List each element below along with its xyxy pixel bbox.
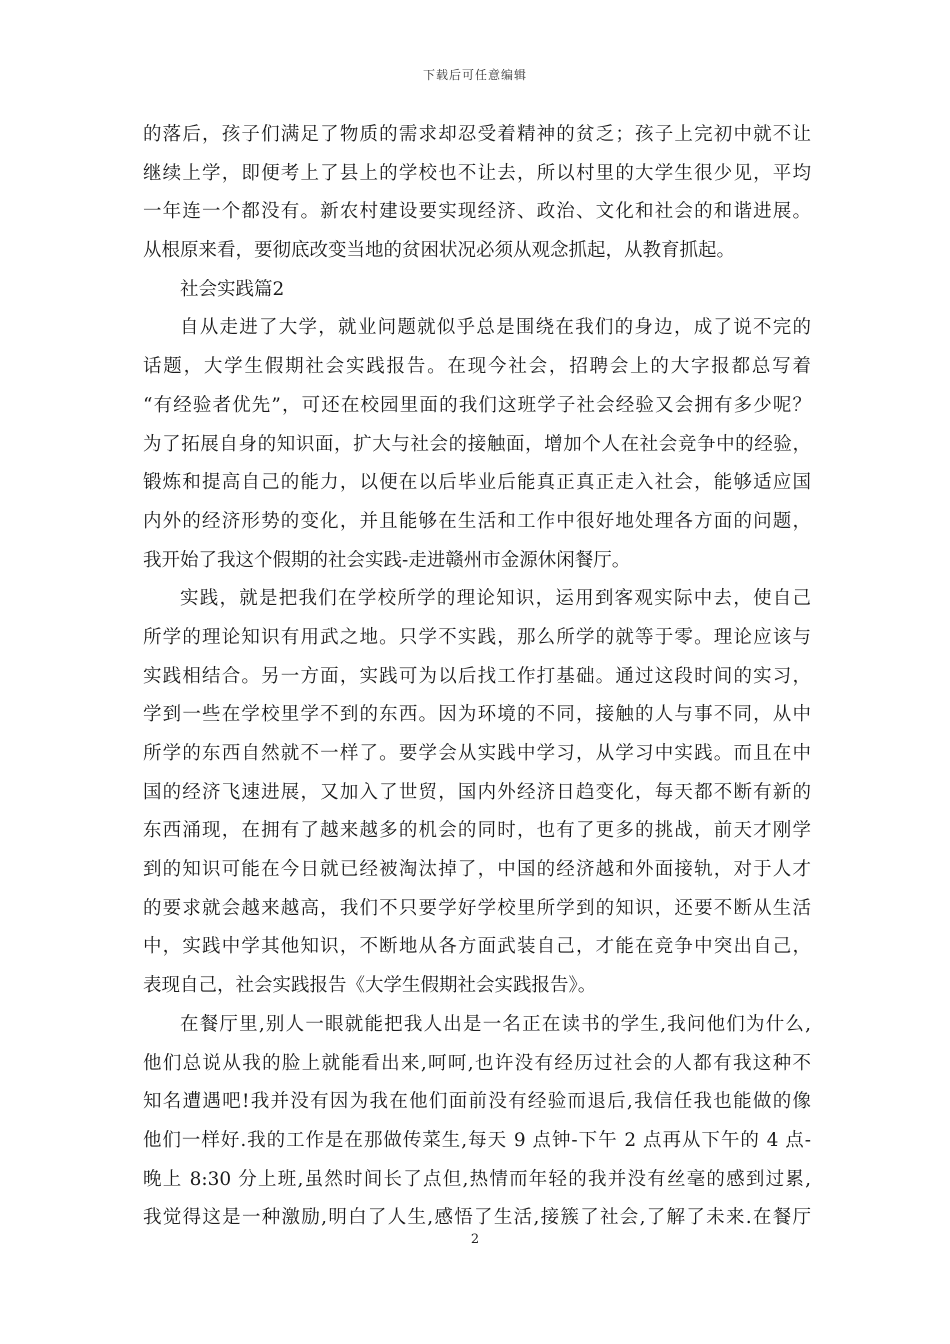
text-line: 我觉得这是一种激励,明白了人生,感悟了生活,接簇了社会,了解了未来.在餐厅 xyxy=(143,1207,811,1229)
text-line: 实践，就是把我们在学校所学的理论知识，运用到客观实际中去，使自己 xyxy=(180,588,811,610)
text-line: 为了拓展自身的知识面，扩大与社会的接触面，增加个人在社会竞争中的经验， xyxy=(143,433,811,455)
text-line: 一年连一个都没有。新农村建设要实现经济、政治、文化和社会的和谐进展。 xyxy=(143,201,811,223)
text-line: 我开始了我这个假期的社会实践-走进赣州市金源休闲餐厅。 xyxy=(143,549,631,571)
text-line: 学到一些在学校里学不到的东西。因为环境的不同，接触的人与事不同，从中 xyxy=(143,704,811,726)
text-line: 的要求就会越来越高，我们不只要学好学校里所学到的知识，还要不断从生活 xyxy=(143,897,811,919)
text-line: 所学的理论知识有用武之地。只学不实践，那么所学的就等于零。理论应该与 xyxy=(143,626,811,648)
text-line: 东西涌现，在拥有了越来越多的机会的同时，也有了更多的挑战，前天才刚学 xyxy=(143,820,811,842)
text-line: 他们一样好.我的工作是在那做传菜生,每天 9 点钟-下午 2 点再从下午的 4 点- xyxy=(143,1129,811,1151)
text-line: 晚上 8:30 分上班,虽然时间长了点但,热情而年轻的我并没有丝毫的感到过累, xyxy=(143,1168,811,1190)
text-line: 锻炼和提高自己的能力，以便在以后毕业后能真正真正走入社会，能够适应国 xyxy=(143,472,811,494)
text-line: 所学的东西自然就不一样了。要学会从实践中学习，从学习中实践。而且在中 xyxy=(143,743,811,764)
text-line: 在餐厅里,别人一眼就能把我人出是一名正在读书的学生,我问他们为什么, xyxy=(180,1013,811,1035)
text-line: 国的经济飞速进展，又加入了世贸，国内外经济日趋变化，每天都不断有新的 xyxy=(143,781,811,803)
text-line: 继续上学，即便考上了县上的学校也不让去，所以村里的大学生很少见，平均 xyxy=(143,162,811,184)
text-line: 他们总说从我的脸上就能看出来,呵呵,也许没有经历过社会的人都有我这种不 xyxy=(143,1052,811,1074)
text-line: 实践相结合。另一方面，实践可为以后找工作打基础。通过这段时间的实习， xyxy=(143,665,811,687)
page-header: 下载后可任意编辑 xyxy=(422,68,527,82)
text-line: 从根原来看，要彻底改变当地的贫困状况必须从观念抓起，从教育抓起。 xyxy=(143,240,736,262)
text-line: 知名遭遇吧!我并没有因为我在他们面前没有经验而退后,我信任我也能做的像 xyxy=(143,1091,811,1113)
text-line: 表现自己，社会实践报告《大学生假期社会实践报告》。 xyxy=(143,975,597,997)
text-line: 话题，大学生假期社会实践报告。在现今社会，招聘会上的大字报都总写着 xyxy=(143,356,811,378)
text-line: 社会实践篇2 xyxy=(180,278,285,300)
text-line: 自从走进了大学，就业问题就似乎总是围绕在我们的身边，成了说不完的 xyxy=(180,317,811,339)
text-line: 中，实践中学其他知识，不断地从各方面武装自己，才能在竞争中突出自己， xyxy=(143,936,811,958)
text-line: 的落后，孩子们满足了物质的需求却忍受着精神的贫乏；孩子上完初中就不让 xyxy=(143,124,811,145)
page-number: 2 xyxy=(470,1232,480,1247)
text-line: 到的知识可能在今日就已经被淘汰掉了，中国的经济越和外面接轨，对于人才 xyxy=(143,859,811,881)
text-line: “有经验者优先”，可还在校园里面的我们这班学子社会经验又会拥有多少呢？ xyxy=(143,394,811,416)
text-line: 内外的经济形势的变化，并且能够在生活和工作中很好地处理各方面的问题， xyxy=(143,510,811,532)
document-body xyxy=(143,116,811,1238)
